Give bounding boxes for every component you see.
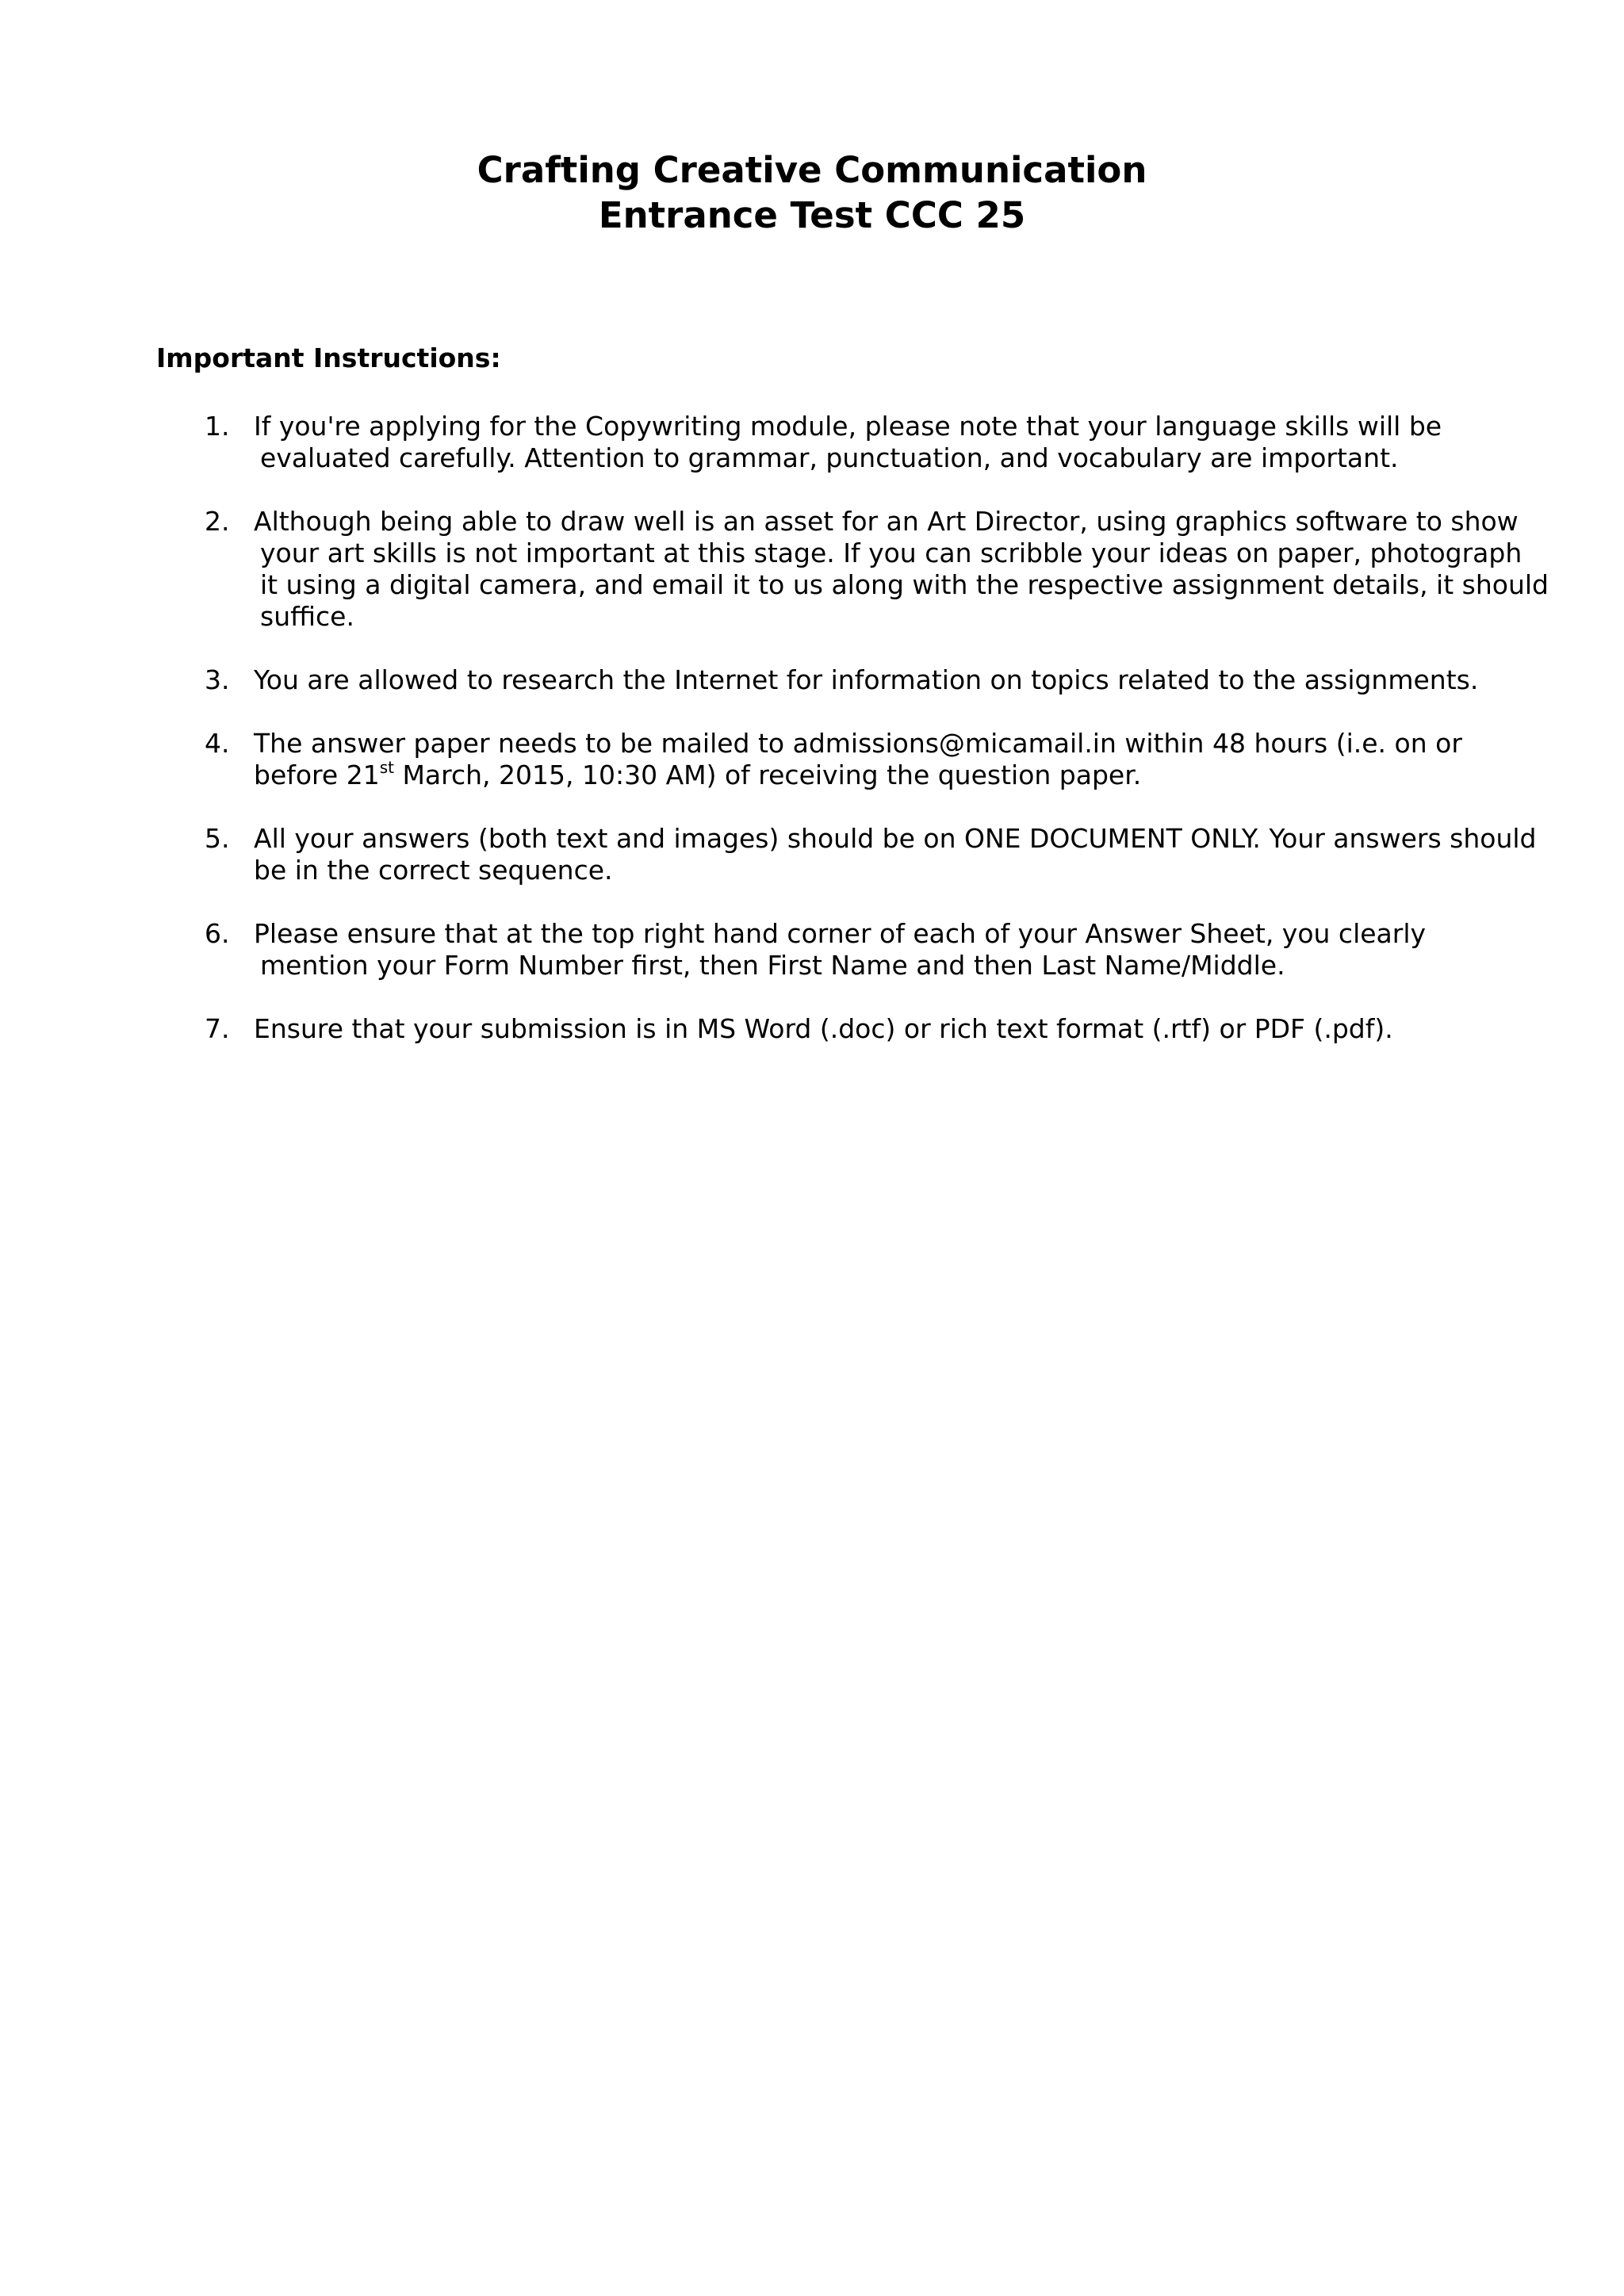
instruction-number: 1. (205, 411, 230, 442)
date-text-before: before 21 (254, 760, 380, 790)
instruction-number: 4. (205, 728, 230, 759)
instruction-number: 6. (205, 918, 230, 949)
instructions-heading: Important Instructions: (156, 342, 501, 373)
instruction-text-line: it using a digital camera, and email it to us along with the respective assignment details, it should (260, 569, 1549, 600)
instruction-number: 7. (205, 1013, 230, 1044)
instruction-text-line: If you're applying for the Copywriting module, please note that your language skills will be (254, 411, 1442, 442)
instruction-number: 3. (205, 664, 230, 695)
instruction-text-line: Although being able to draw well is an asset for an Art Director, using graphics software to show (254, 506, 1519, 537)
instruction-text-line: Ensure that your submission is in MS Word (.doc) or rich text format (.rtf) or PDF (.pdf). (254, 1013, 1393, 1044)
instruction-text-line-with-date (254, 760, 1141, 791)
instruction-text-line: your art skills is not important at this stage. If you can scribble your ideas on paper, photograph (260, 538, 1522, 568)
instruction-text-line: evaluated carefully. Attention to grammar, punctuation, and vocabulary are important. (260, 442, 1399, 473)
date-text-after: March, 2015, 10:30 AM) of receiving the question paper. (393, 760, 1142, 790)
instruction-text-line: You are allowed to research the Internet for information on topics related to the assignments. (254, 664, 1479, 695)
title-line-2: Entrance Test CCC 25 (598, 194, 1026, 236)
ordinal-suffix: st (379, 758, 394, 777)
instruction-text-line: mention your Form Number first, then First Name and then Last Name/Middle. (260, 950, 1285, 981)
instruction-text-line: Please ensure that at the top right hand corner of each of your Answer Sheet, you clearly (254, 918, 1427, 949)
title-line-1: Crafting Creative Communication (477, 149, 1147, 191)
instruction-text-line: be in the correct sequence. (254, 855, 613, 886)
instruction-text-line: The answer paper needs to be mailed to admissions@micamail.in within 48 hours (i.e. on or (254, 728, 1462, 759)
instruction-text-line: suffice. (260, 601, 354, 632)
instruction-number: 2. (205, 506, 230, 537)
instruction-text-line: All your answers (both text and images) should be on ONE DOCUMENT ONLY. Your answers should (254, 823, 1537, 854)
instruction-number: 5. (205, 823, 230, 854)
